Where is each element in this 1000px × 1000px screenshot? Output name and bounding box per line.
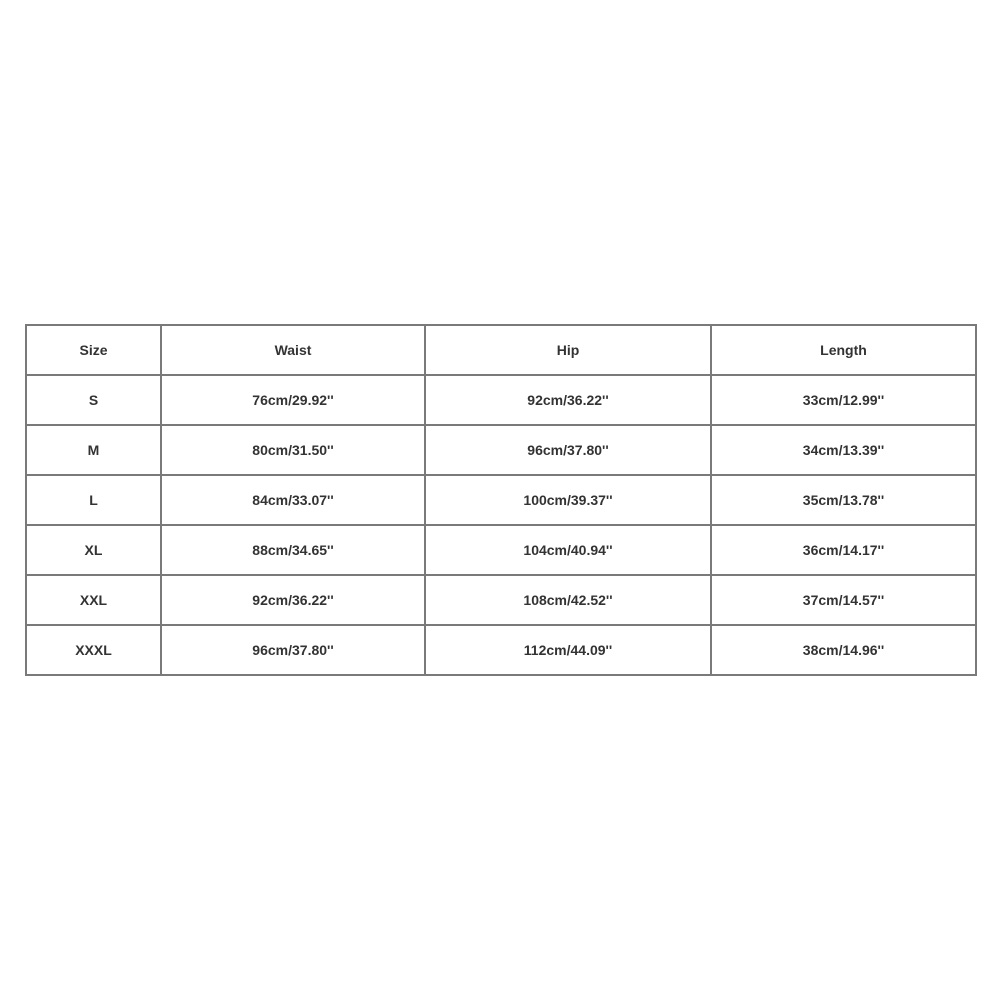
table-row: [26, 425, 976, 475]
cell-hip: 112cm/44.09'': [425, 625, 711, 675]
cell-length: 37cm/14.57'': [711, 575, 976, 625]
table-row: [26, 575, 976, 625]
cell-waist: 80cm/31.50'': [161, 425, 425, 475]
header-size: Size: [26, 325, 161, 375]
cell-waist: 88cm/34.65'': [161, 525, 425, 575]
cell-size: S: [26, 375, 161, 425]
table-row: [26, 475, 976, 525]
cell-length: 38cm/14.96'': [711, 625, 976, 675]
cell-waist: 76cm/29.92'': [161, 375, 425, 425]
header-row: [26, 325, 976, 375]
cell-waist: 84cm/33.07'': [161, 475, 425, 525]
cell-size: M: [26, 425, 161, 475]
header-hip: Hip: [425, 325, 711, 375]
cell-size: L: [26, 475, 161, 525]
cell-length: 33cm/12.99'': [711, 375, 976, 425]
header-length: Length: [711, 325, 976, 375]
table-row: [26, 525, 976, 575]
cell-length: 34cm/13.39'': [711, 425, 976, 475]
cell-hip: 100cm/39.37'': [425, 475, 711, 525]
size-chart-body: [26, 375, 976, 675]
size-chart-header: [26, 325, 976, 375]
cell-waist: 96cm/37.80'': [161, 625, 425, 675]
cell-hip: 96cm/37.80'': [425, 425, 711, 475]
cell-hip: 92cm/36.22'': [425, 375, 711, 425]
table-row: [26, 375, 976, 425]
header-waist: Waist: [161, 325, 425, 375]
cell-size: XXXL: [26, 625, 161, 675]
cell-hip: 104cm/40.94'': [425, 525, 711, 575]
size-chart-table: [25, 324, 977, 676]
cell-length: 35cm/13.78'': [711, 475, 976, 525]
cell-size: XXL: [26, 575, 161, 625]
cell-waist: 92cm/36.22'': [161, 575, 425, 625]
table-row: [26, 625, 976, 675]
cell-hip: 108cm/42.52'': [425, 575, 711, 625]
cell-size: XL: [26, 525, 161, 575]
cell-length: 36cm/14.17'': [711, 525, 976, 575]
